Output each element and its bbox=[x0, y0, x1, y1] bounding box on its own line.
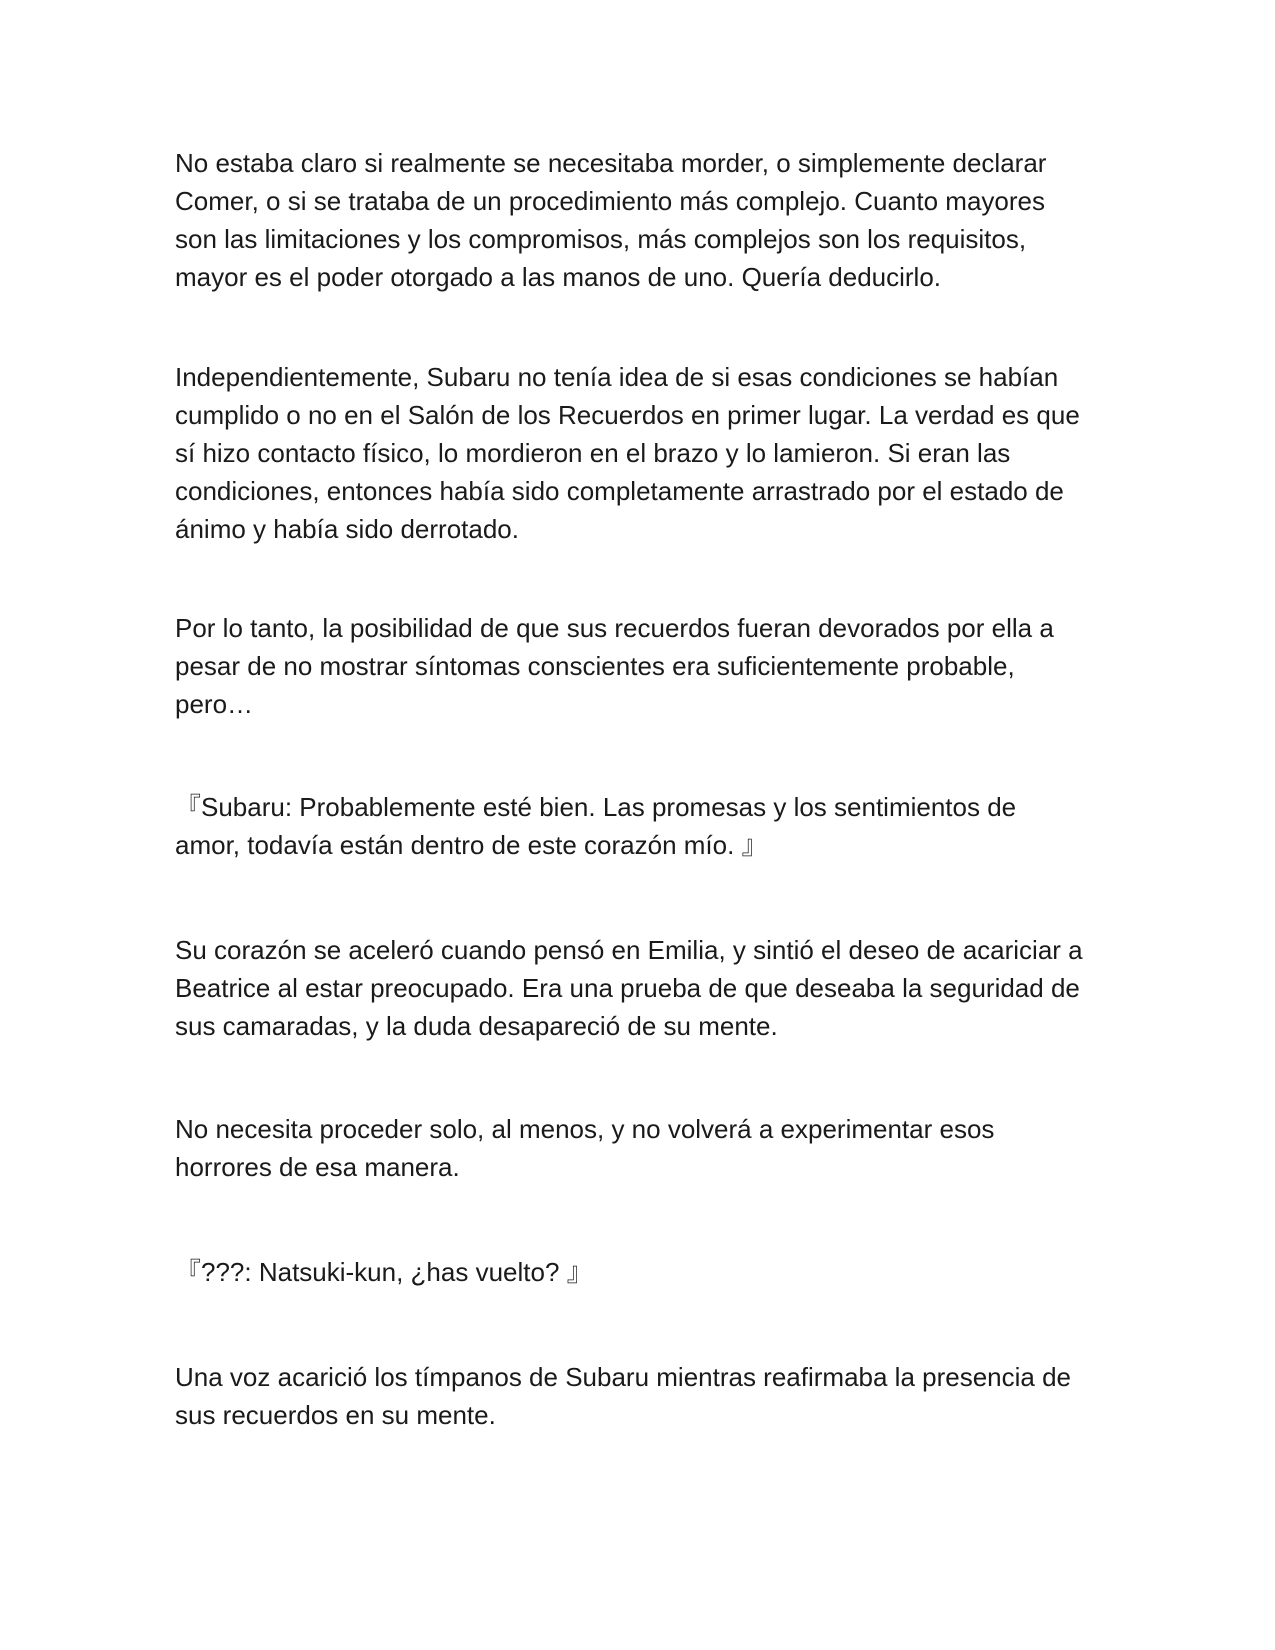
paragraph-4: Su corazón se aceleró cuando pensó en Emilia, y sintió el deseo de acariciar a Beatrice al estar preocupado. Era una prueba de que deseaba la seguridad de sus camaradas, y la duda desapareció de su mente. bbox=[175, 935, 1083, 1041]
paragraph-6: Una voz acarició los tímpanos de Subaru mientras reafirmaba la presencia de sus recuerdos en su mente. bbox=[175, 1362, 1072, 1430]
dialogue-subaru: 『Subaru: Probablemente esté bien. Las promesas y los sentimientos de amor, todavía están dentro de este corazón mío. 』 bbox=[175, 792, 1017, 860]
paragraph-1: No estaba claro si realmente se necesitaba morder, o simplemente declarar Comer, o si se trataba de un procedimiento más complejo. Cuanto mayores son las limitaciones y los compromisos, más complejos son los requisitos, mayor es el poder otorgado a las manos de uno. Quería deducirlo. bbox=[175, 148, 1047, 292]
paragraph-3: Por lo tanto, la posibilidad de que sus recuerdos fueran devorados por ella a pesar de no mostrar síntomas conscientes era suficientemente probable, pero… bbox=[175, 613, 1054, 719]
dialogue-unknown: 『???: Natsuki-kun, ¿has vuelto? 』 bbox=[175, 1257, 593, 1287]
paragraph-5: No necesita proceder solo, al menos, y no volverá a experimentar esos horrores de esa manera. bbox=[175, 1114, 995, 1182]
paragraph-2: Independientemente, Subaru no tenía idea de si esas condiciones se habían cumplido o no en el Salón de los Recuerdos en primer lugar. La verdad es que sí hizo contacto físico, lo mordieron en el brazo y lo lamieron. Si eran las condiciones, entonces había sido completamente arrastrado por el estado de ánimo y había sido derrotado. bbox=[175, 362, 1080, 544]
